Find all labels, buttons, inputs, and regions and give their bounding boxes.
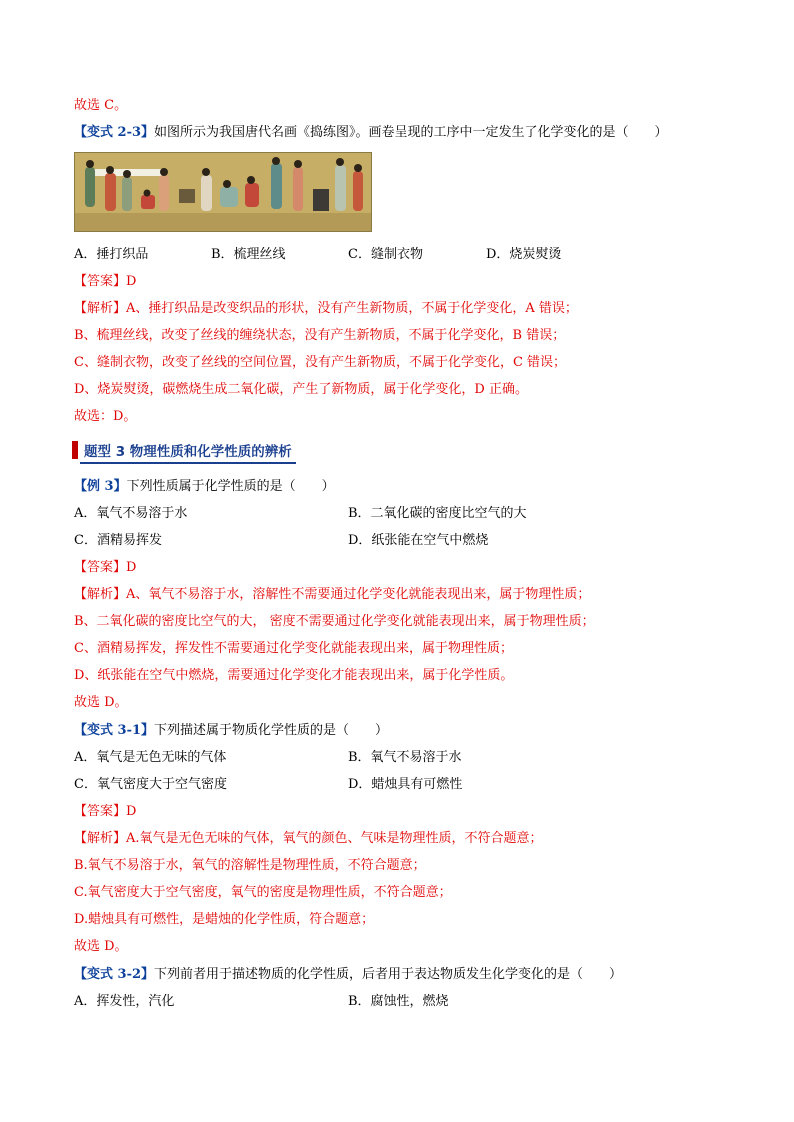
- options-row-ex3-1: [74, 504, 714, 524]
- analysis-tag: 【解析】: [74, 587, 127, 602]
- analysis-text: A.氧气是无色无味的气体，氧气的颜色、气味是物理性质，不符合题意；: [126, 831, 543, 846]
- section-heading: [72, 441, 296, 463]
- answer-value: D: [126, 804, 137, 819]
- answer-value: D: [126, 274, 137, 289]
- option-c: C．酒精易挥发: [74, 533, 162, 548]
- question-text: 下列性质属于化学性质的是（ ）: [126, 479, 335, 494]
- option-a: A．氧气不易溶于水: [74, 506, 188, 521]
- option-c: C．缝制衣物: [348, 247, 423, 262]
- option-b: B．二氧化碳的密度比空气的大: [348, 506, 527, 521]
- options-row-v31-2: [74, 775, 714, 795]
- analysis-line: D.蜡烛具有可燃性，是蜡烛的化学性质，符合题意；: [74, 912, 375, 927]
- answer-v23: [74, 272, 136, 292]
- question-text: 如图所示为我国唐代名画《捣练图》。画卷呈现的工序中一定发生了化学变化的是（ ）: [154, 125, 668, 140]
- options-row-v23: [74, 245, 562, 265]
- answer-tag: 【答案】: [74, 274, 127, 289]
- analysis-line: C、酒精易挥发，挥发性不需要通过化学变化就能表现出来，属于物理性质；: [74, 641, 513, 656]
- options-row-v32: [74, 992, 714, 1012]
- analysis-tag: 【解析】: [74, 301, 127, 316]
- question-ex3: [74, 477, 335, 497]
- option-d: D．纸张能在空气中燃烧: [348, 533, 489, 548]
- question-tag: 【变式 2-3】: [74, 125, 155, 140]
- conclusion: 故选 D。: [74, 939, 128, 954]
- painting-illustration: [75, 153, 372, 232]
- heading-marker: [72, 441, 78, 459]
- option-a: A．挥发性，汽化: [74, 994, 175, 1009]
- analysis-text: A、捶打织品是改变织品的形状，没有产生新物质，不属于化学变化，A 错误；: [126, 301, 578, 316]
- analysis-line: C、缝制衣物，改变了丝线的空间位置，没有产生新物质，不属于化学变化，C 错误；: [74, 355, 567, 370]
- answer-value: D: [126, 560, 137, 575]
- analysis-line: B、梳理丝线，改变了丝线的缠绕状态，没有产生新物质，不属于化学变化，B 错误；: [74, 328, 566, 343]
- conclusion: 故选 D。: [74, 695, 128, 710]
- option-a: A．捶打织品: [74, 247, 149, 262]
- section-title: 题型 3 物理性质和化学性质的辨析: [80, 442, 296, 464]
- question-v23: [74, 123, 668, 143]
- tang-painting-image: [74, 152, 372, 232]
- conclusion: 故选：D。: [74, 409, 137, 424]
- analysis-tag: 【解析】: [74, 831, 127, 846]
- previous-conclusion: 故选 C。: [74, 98, 128, 113]
- option-b: B．腐蚀性，燃烧: [348, 994, 449, 1009]
- question-tag: 【变式 3-1】: [74, 723, 155, 738]
- answer-tag: 【答案】: [74, 804, 127, 819]
- answer-v31: [74, 802, 136, 822]
- option-d: D．蜡烛具有可燃性: [348, 777, 463, 792]
- options-row-ex3-2: [74, 531, 714, 551]
- option-b: B．氧气不易溶于水: [348, 750, 462, 765]
- analysis-line: [74, 299, 578, 319]
- analysis-line: D、纸张能在空气中燃烧，需要通过化学变化才能表现出来，属于化学性质。: [74, 668, 514, 683]
- analysis-line: [74, 829, 543, 849]
- analysis-text: A、氧气不易溶于水，溶解性不需要通过化学变化就能表现出来，属于物理性质；: [126, 587, 591, 602]
- analysis-line: [74, 585, 590, 605]
- option-d: D．烧炭熨烫: [486, 247, 562, 262]
- option-b: B．梳理丝线: [211, 247, 286, 262]
- analysis-line: C.氧气密度大于空气密度，氧气的密度是物理性质，不符合题意；: [74, 885, 452, 900]
- question-text: 下列前者用于描述物质的化学性质，后者用于表达物质发生化学变化的是（ ）: [154, 967, 623, 982]
- analysis-line: B、二氧化碳的密度比空气的大， 密度不需要通过化学变化就能表现出来，属于物理性质；: [74, 614, 595, 629]
- analysis-line: D、烧炭熨烫，碳燃烧生成二氧化碳，产生了新物质，属于化学变化，D 正确。: [74, 382, 528, 397]
- question-v32: [74, 965, 622, 985]
- question-text: 下列描述属于物质化学性质的是（ ）: [154, 723, 389, 738]
- question-tag: 【例 3】: [74, 479, 127, 494]
- question-v31: [74, 721, 388, 741]
- option-c: C．氧气密度大于空气密度: [74, 777, 227, 792]
- answer-ex3: [74, 558, 136, 578]
- option-a: A．氧气是无色无味的气体: [74, 750, 227, 765]
- question-tag: 【变式 3-2】: [74, 967, 155, 982]
- analysis-line: B.氧气不易溶于水，氧气的溶解性是物理性质，不符合题意；: [74, 858, 426, 873]
- answer-tag: 【答案】: [74, 560, 127, 575]
- options-row-v31-1: [74, 748, 714, 768]
